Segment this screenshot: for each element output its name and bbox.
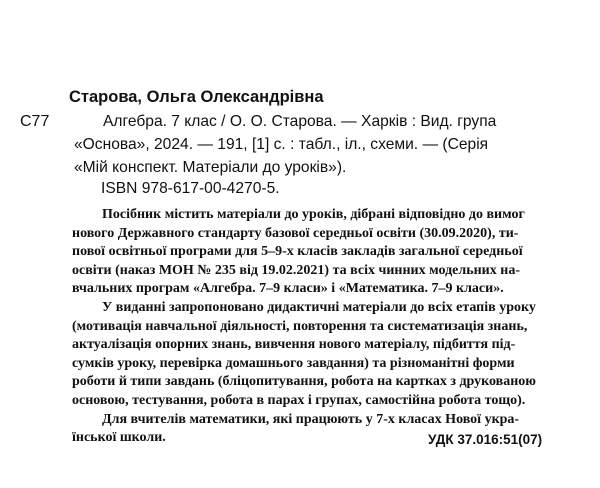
annotation-line: роботи й типи завдань (бліцопитування, робота на картках з друкованою xyxy=(72,374,536,390)
cutter-number: С77 xyxy=(20,113,50,130)
annotation-line: сумків уроку, перевірка домашнього завдання) та різноманітні форми xyxy=(72,355,515,371)
isbn: ISBN 978-617-00-4270-5. xyxy=(101,180,280,197)
annotation-line: Посібник містить матеріали до уроків, дібрані відповідно до вимог xyxy=(102,207,525,222)
annotation-line: (мотивація навчальної діяльності, повторення та систематизація знань, xyxy=(72,318,528,334)
annotation-line: освіти (наказ МОН № 235 від 19.02.2021) та всіх чинних модельних на- xyxy=(72,262,520,278)
annotation xyxy=(72,206,582,448)
annotation-line: актуалізація опорних знань, вивчення нового матеріалу, підбиття під- xyxy=(72,337,516,353)
description-line: «Мій конспект. Матеріали до уроків»). xyxy=(74,159,347,176)
annotation-line: нового Державного стандарту базової середньої освіти (30.09.2020), ти- xyxy=(72,225,519,241)
bibliographic-description xyxy=(74,110,574,179)
annotation-line: Для вчителів математики, які працюють у 7-х класах Нової укра- xyxy=(102,411,520,427)
udc-index: УДК 37.016:51(07) xyxy=(428,432,543,447)
annotation-line: їнської школи. xyxy=(72,430,166,446)
annotation-line: вчальних програм «Алгебра. 7–9 класи» і «Математика. 7–9 класи». xyxy=(72,281,504,297)
annotation-line: пової освітньої програми для 5–9-х класів закладів загальної середньої xyxy=(72,244,523,260)
description-line: «Основа», 2024. — 191, [1] с. : табл., іл., схеми. — (Серія xyxy=(74,136,489,153)
annotation-line: основою, тестування, робота в парах і групах, самостійна робота тощо). xyxy=(72,392,526,408)
description-line: Алгебра. 7 клас / О. О. Старова. — Харків : Вид. група xyxy=(103,113,497,130)
annotation-line: У виданні запропоновано дидактичні матеріали до всіх етапів уроку xyxy=(102,299,536,315)
author-heading: Старова, Ольга Олександрівна xyxy=(69,88,324,106)
